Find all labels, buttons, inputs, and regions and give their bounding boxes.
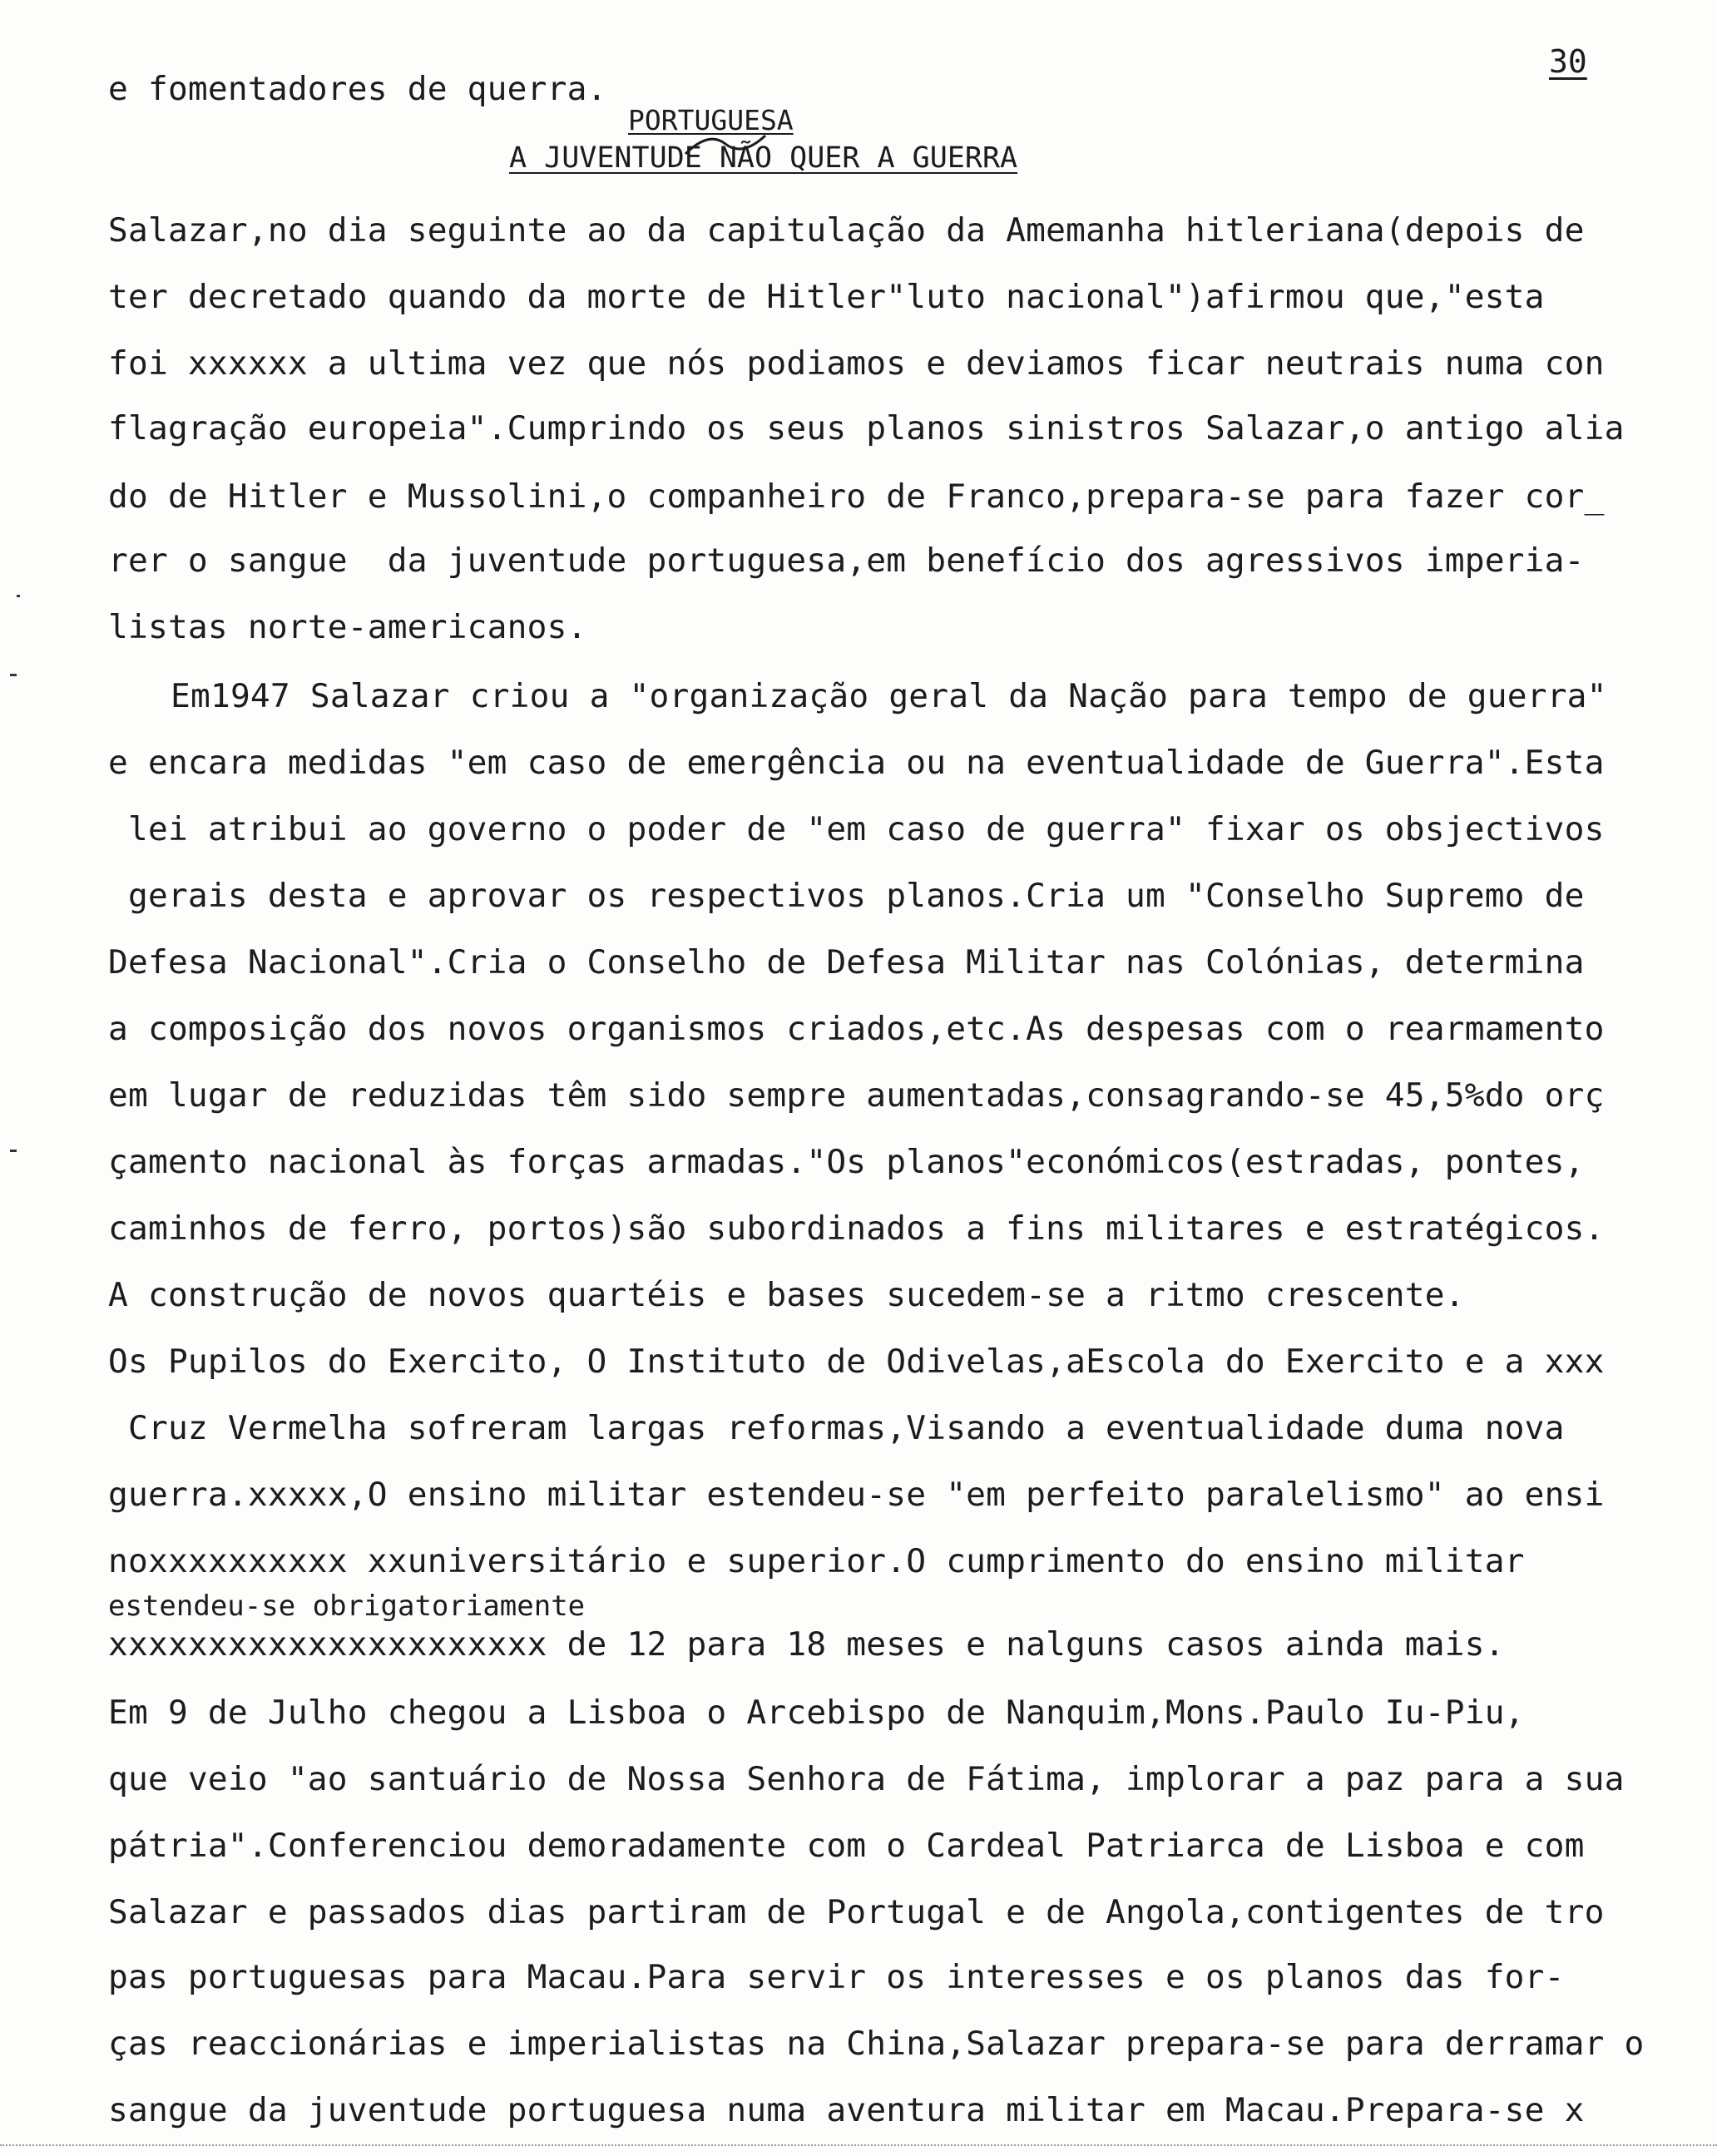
paragraph2-tail-line: pas portuguesas para Macau.Para servir os interesses e os planos das for- [108,1958,1565,1996]
paragraph2-tail-line: sangue da juventude portuguesa numa aventura militar em Macau.Prepara-se x [108,2091,1585,2129]
paragraph2-line: Os Pupilos do Exercito, O Instituto de Odivelas,aEscola do Exercito e a xxx [108,1343,1605,1381]
heading-title: A JUVENTUDE NÃO QUER A GUERRA [509,141,1018,175]
paragraph1-line: foi xxxxxx a ultima vez que nós podiamos e deviamos ficar neutrais numa con [108,344,1605,383]
paragraph2-line: Em1947 Salazar criou a "organização geral da Nação para tempo de guerra" [171,677,1607,715]
paragraph2-tail-line: que veio "ao santuário de Nossa Senhora de Fátima, implorar a paz para a sua [108,1760,1625,1798]
paragraph2-tail-line: Salazar e passados dias partiram de Portugal e de Angola,contigentes de tro [108,1893,1605,1931]
paragraph2-tail-line: Em 9 de Julho chegou a Lisboa o Arcebispo de Nanquim,Mons.Paulo Iu-Piu, [108,1694,1525,1732]
paragraph2-line: noxxxxxxxxxx xxuniversitário e superior.O cumprimento do ensino militar [108,1542,1525,1580]
paragraph2-tail-line: ças reaccionárias e imperialistas na China,Salazar prepara-se para derramar o [108,2025,1645,2063]
first-line: e fomentadores de querra. [108,70,607,108]
paragraph1-line: Salazar,no dia seguinte ao da capitulação da Amemanha hitleriana(depois de [108,211,1585,250]
paragraph2-line: guerra.xxxxx,O ensino militar estendeu-se "em perfeito paralelismo" ao ensi [108,1476,1605,1514]
paragraph1-line: listas norte-americanos. [108,608,587,646]
paragraph2-line: e encara medidas "em caso de emergência ou na eventualidade de Guerra".Esta [108,744,1605,782]
paragraph1-line: ter decretado quando da morte de Hitler"luto nacional")afirmou que,"esta [108,278,1545,316]
paragraph2-line: gerais desta e aprovar os respectivos planos.Cria um "Conselho Supremo de [108,877,1585,915]
paragraph2-line: caminhos de ferro, portos)são subordinados a fins militares e estratégicos. [108,1209,1605,1248]
margin-mark [10,1150,17,1152]
paragraph2-line: çamento nacional às forças armadas."Os planos"económicos(estradas, pontes, [108,1143,1585,1181]
paragraph1-line: flagração europeia".Cumprindo os seus planos sinistros Salazar,o antigo alia [108,409,1625,448]
paragraph2-line: a composição dos novos organismos criados,etc.As despesas com o rearmamento [108,1010,1605,1048]
paragraph2-line: A construção de novos quartéis e bases sucedem-se a ritmo crescente. [108,1276,1465,1314]
margin-mark [10,674,17,676]
margin-mark [17,595,20,597]
page-number: 30 [1549,43,1587,80]
paragraph2-line: em lugar de reduzidas têm sido sempre aumentadas,consagrando-se 45,5%do orç [108,1076,1605,1115]
paragraph1-line: do de Hitler e Mussolini,o companheiro de Franco,prepara-se para fazer cor_ [108,477,1605,516]
paragraph2-line: Defesa Nacional".Cria o Conselho de Defesa Militar nas Colónias, determina [108,943,1585,982]
paragraph2-line: Cruz Vermelha sofreram largas reformas,Visando a eventualidade duma nova [108,1409,1565,1447]
paragraph2-tail-line: pátria".Conferenciou demoradamente com o Cardeal Patriarca de Lisboa e com [108,1827,1585,1865]
paragraph2-tail-line: xxxxxxxxxxxxxxxxxxxxxx de 12 para 18 meses e nalguns casos ainda mais. [108,1625,1505,1664]
interline-insertion: estendeu-se obrigatoriamente [108,1590,586,1623]
paragraph2-line: lei atribui ao governo o poder de "em caso de guerra" fixar os obsjectivos [108,810,1605,848]
paragraph1-line: rer o sangue da juventude portuguesa,em benefício dos agressivos imperia- [108,541,1585,580]
heading-insertion: PORTUGUESA [628,104,794,136]
scan-edge [0,2144,1717,2148]
